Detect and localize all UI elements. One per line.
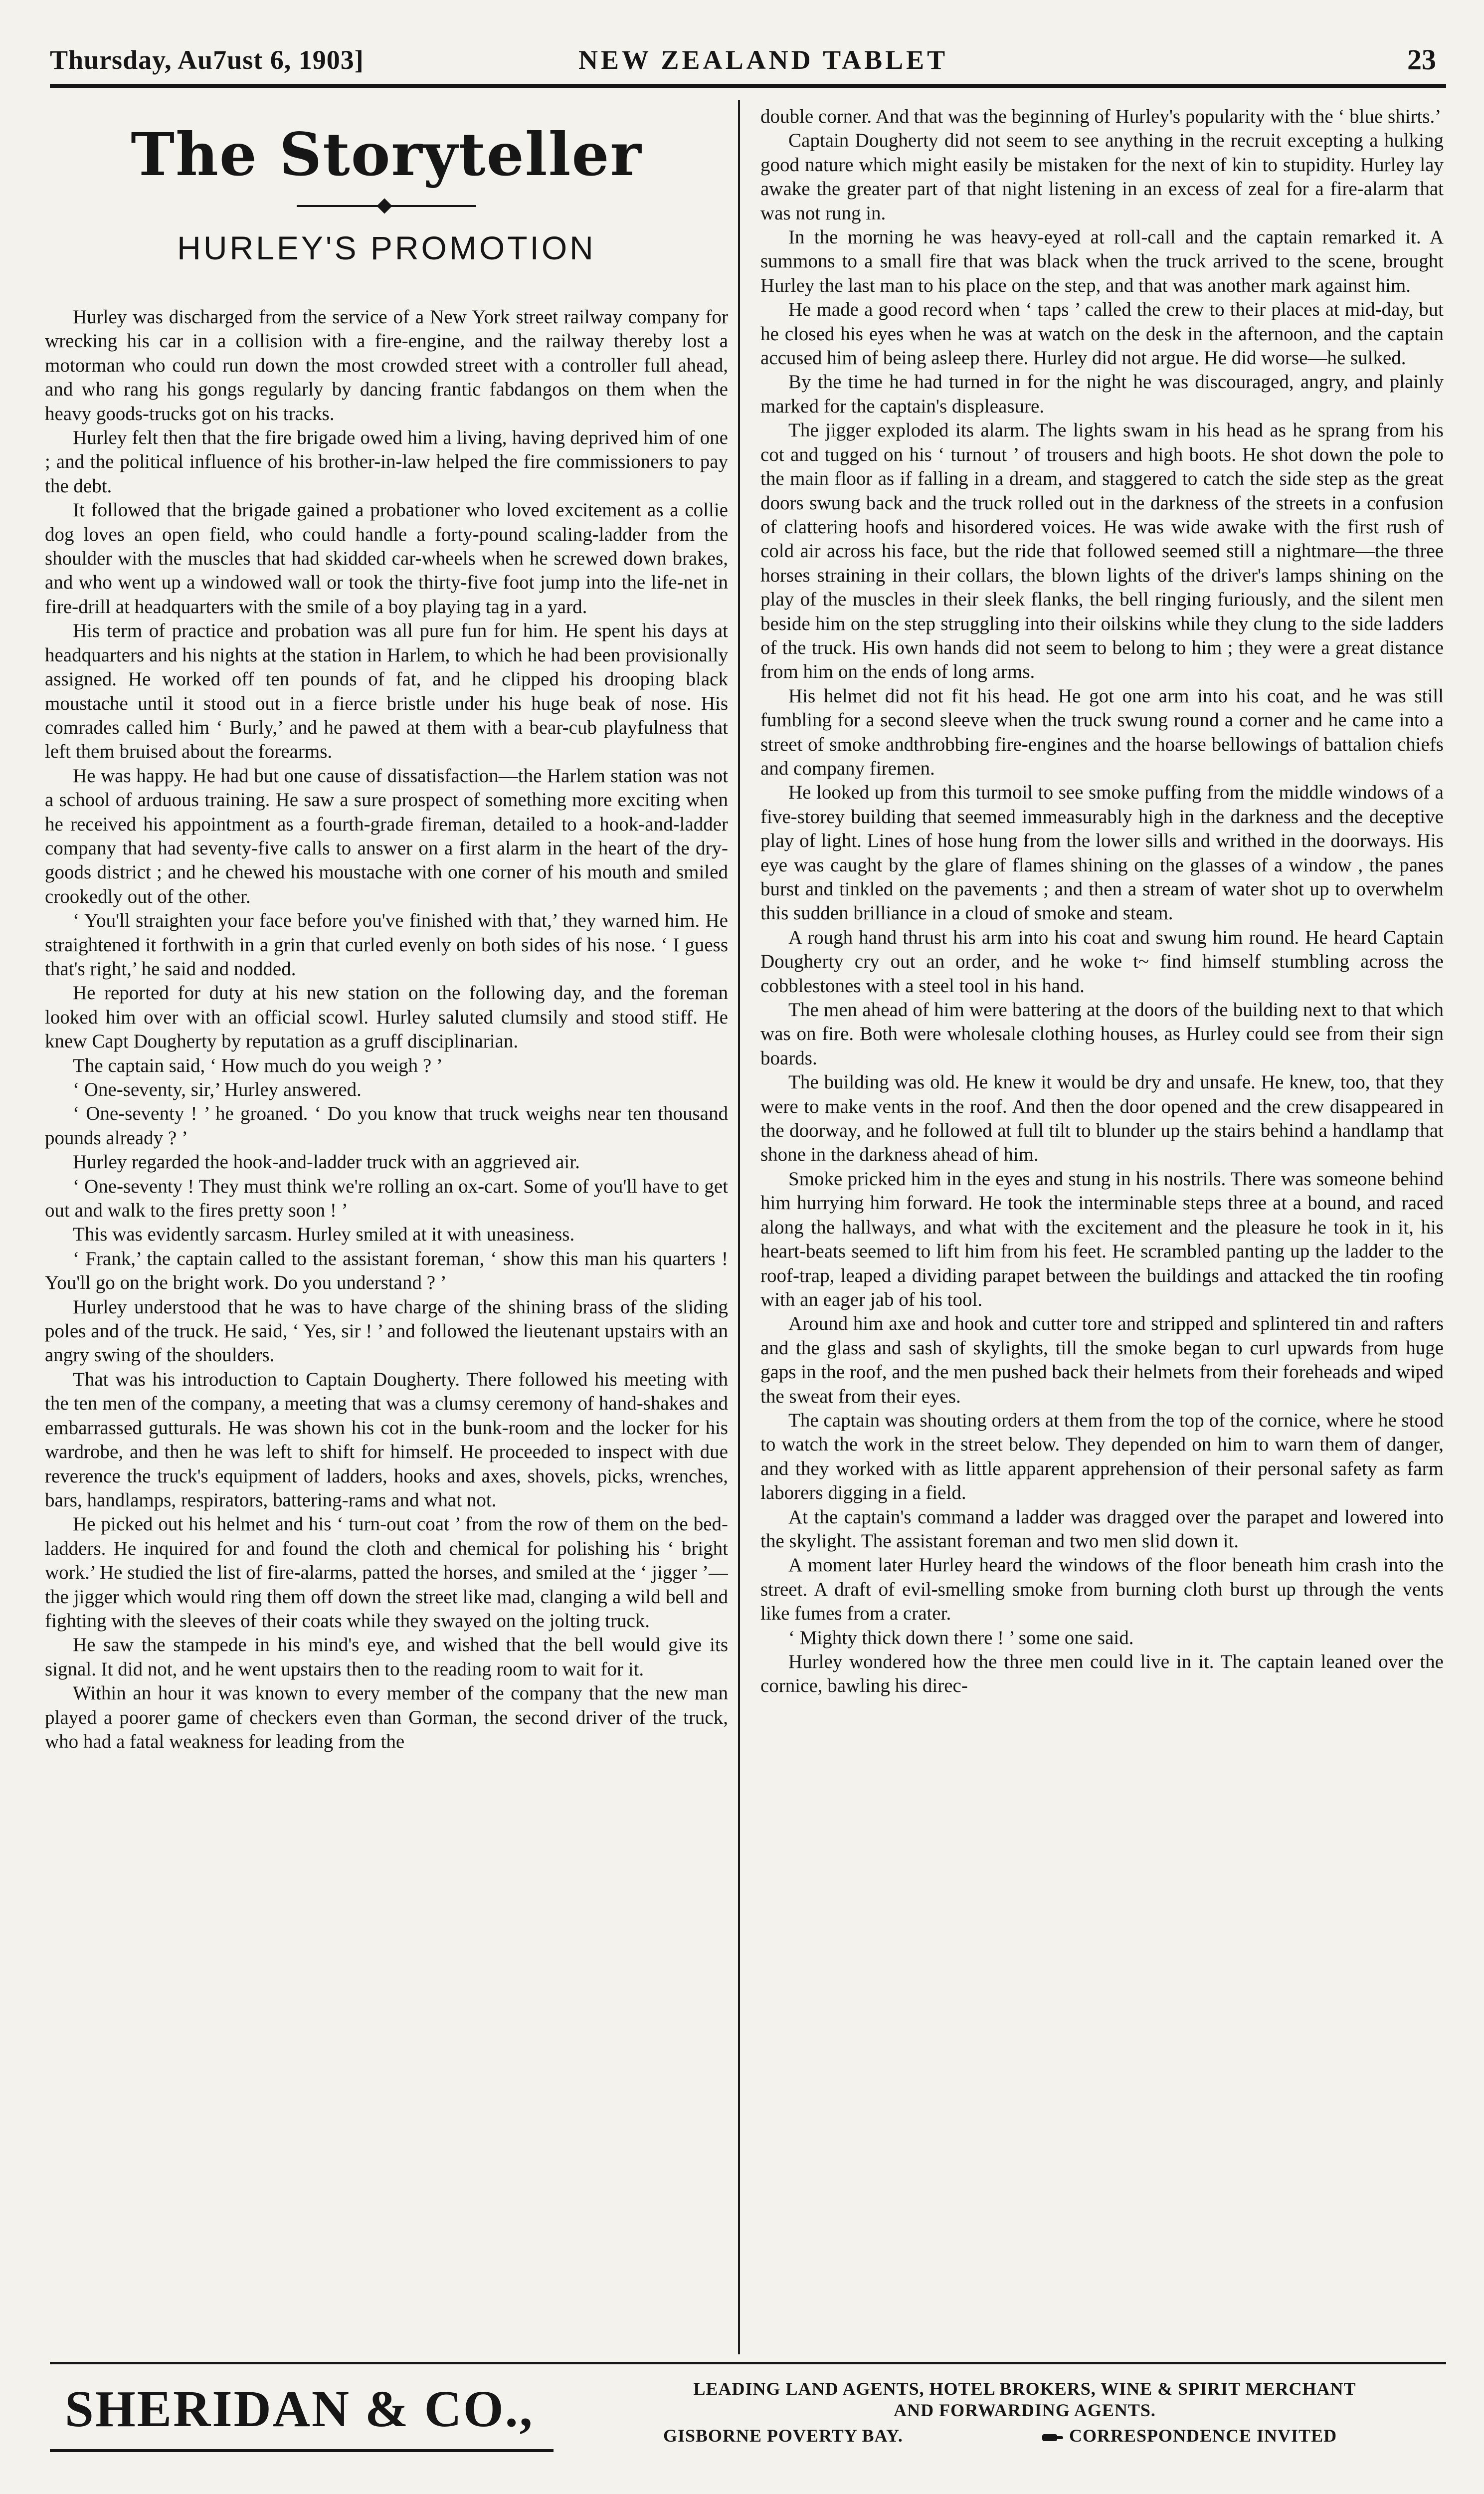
right-column [760, 105, 1444, 2339]
article-paragraph: In the morning he was heavy-eyed at roll-call and the captain remarked it. A summons to a small fire that was black when the truck arrived to the scene, brought Hurley the last man to his place on the step, and that was another mark against him. [760, 226, 1444, 296]
article-paragraph: The jigger exploded its alarm. The lights swam in his head as he sprang from his cot and tugged on his ‘ turnout ’ of trousers and high boots. He shot down the pole to the main floor as if falling in a dream, and staggered to catch the side step as the great doors swung back and the truck rolled out in the darkness of the streets in a confusion of clattering hoofs and hisordered voices. He was wide awake with the first rush of cold air across his face, but the ride that followed seemed still a nightmare—the three horses straining in their collars, the blown lights of the driver's lamps shining on the play of the muscles in their sleek flanks, the bell ringing furiously, and the silent men beside him on the step struggling into their oilskins while they clung to the side ladders of the truck. His own hands did not seem to belong to him ; they were a great distance from him on the ends of long arms. [760, 419, 1444, 683]
header-page-number: 23 [1407, 43, 1436, 76]
article-paragraph: He was happy. He had but one cause of dissatisfaction—the Harlem station was not a school of arduous training. He saw a sure prospect of something more exciting when he received his appointment as a fourth-grade fireman, detailed to a hook-and-ladder company that had seventy-five calls to answer on a first alarm in the heart of the dry-goods district ; and he chewed his moustache with one corner of his mouth and smiled crookedly out of the other. [45, 765, 728, 907]
pointing-hand-icon [1042, 2433, 1063, 2443]
ad-line-2: AND FORWARDING AGENTS. [894, 2400, 1156, 2420]
article-paragraph: He saw the stampede in his mind's eye, and wished that the bell would give its signal. It did not, and he went upstairs then to the reading room to wait for it. [45, 1634, 728, 1680]
ad-correspondence [1042, 2425, 1337, 2447]
article-paragraph: Hurley was discharged from the service of a New York street railway company for wrecking his car in a collision with a fire-engine, and the railway thereby lost a motorman who could run down the most crowded street with a controller full ahead, and who rang his gongs regularly by dancing frantic fabdangos on them when the heavy goods-trucks got on his tracks. [45, 306, 728, 424]
article-paragraph: ‘ Frank,’ the captain called to the assistant foreman, ‘ show this man his quarters ! You'll go on the bright work. Do you understand ? ’ [45, 1247, 728, 1294]
article-paragraph: Hurley regarded the hook-and-ladder truck with an aggrieved air. [73, 1151, 580, 1173]
advertiser-name-rule [50, 2449, 554, 2452]
article-paragraph: Captain Dougherty did not seem to see anything in the recruit excepting a hulking good nature which might easily be mistaken for the next of kin to stupidity. Hurley lay awake the greater part of that night listening in an excess of zeal for a fire-alarm that was not rung in. [760, 130, 1444, 224]
article-paragraph: ‘ Mighty thick down there ! ’ some one said. [788, 1627, 1134, 1649]
right-column-text [760, 105, 1444, 1698]
article-paragraph: A rough hand thrust his arm into his coat and swung him round. He heard Captain Dougherty cry out an order, and he woke t~ find himself stumbling across the cobblestones with a steel tool in his hand. [760, 926, 1444, 997]
advertisement [50, 2374, 1446, 2474]
left-column [45, 105, 728, 2339]
story-title: HURLEY'S PROMOTION [177, 229, 596, 266]
article-paragraph: By the time he had turned in for the night he was discouraged, angry, and plainly marked for the captain's displeasure. [760, 371, 1444, 417]
article-paragraph: double corner. And that was the beginning of Hurley's popularity with the ‘ blue shirts.’ [760, 106, 1442, 127]
article-paragraph: Hurley felt then that the fire brigade owed him a living, having deprived him of one ; and the political influence of his brother-in-law helped the fire commissioners to pay the debt. [45, 427, 728, 497]
article-paragraph: He reported for duty at his new station on the following day, and the foreman looked him over with an official scowl. Hurley saluted clumsily and stood stiff. He knew Capt Dougherty by reputation as a gruff disciplinarian. [45, 982, 728, 1052]
ad-location: GISBORNE POVERTY BAY. [663, 2426, 903, 2446]
column-separator [738, 100, 740, 2354]
header-publication: NEW ZEALAND TABLET [578, 45, 948, 75]
article-paragraph: A moment later Hurley heard the windows of the floor beneath him crash into the street. A draft of evil-smelling smoke from burning cloth burst up through the vents like fumes from a crater. [760, 1554, 1444, 1625]
article-paragraph: Hurley understood that he was to have charge of the shining brass of the sliding poles and of the truck. He said, ‘ Yes, sir ! ’ and followed the lieutenant upstairs with an angry swing of the shoulders. [45, 1296, 728, 1366]
article-paragraph: He made a good record when ‘ taps ’ called the crew to their places at mid-day, but he closed his eyes when he was at watch on the desk in the afternoon, and the captain accused him of being asleep there. Hurley did not argue. He did worse—he sulked. [760, 299, 1444, 369]
ad-line-1: LEADING LAND AGENTS, HOTEL BROKERS, WINE & SPIRIT MERCHANT [693, 2379, 1356, 2399]
article-paragraph: ‘ One-seventy ! ’ he groaned. ‘ Do you know that truck weighs near ten thousand pounds already ? ’ [45, 1103, 728, 1149]
article-paragraph: Hurley wondered how the three men could live in it. The captain leaned over the cornice, bawling his direc- [760, 1651, 1444, 1697]
article-paragraph: The captain said, ‘ How much do you weigh ? ’ [73, 1054, 443, 1076]
article-paragraph: The captain was shouting orders at them from the top of the cornice, where he stood to watch the work in the street below. They depended on him to warn them of danger, and they worked with as little apparent apprehension of their personal safety as farm laborers digging in a field. [760, 1409, 1444, 1504]
diamond-rule-ornament-icon [297, 199, 476, 213]
article-paragraph: ‘ One-seventy ! They must think we're rolling an ox-cart. Some of you'll have to get out and walk to the fires pretty soon ! ’ [45, 1175, 728, 1222]
article-paragraph: His term of practice and probation was all pure fun for him. He spent his days at headquarters and his nights at the station in Harlem, to which he had been provisionally assigned. He worked off ten pounds of fat, and he clipped his drooping black moustache until it stood out in a fierce bristle under his huge beak of nose. His comrades called him ‘ Burly,’ and he pawed at them with a bear-cub playfulness that left them bruised about the forearms. [45, 620, 728, 763]
advertisement-details [603, 2378, 1446, 2449]
left-column-text [45, 305, 728, 1754]
section-title: The Storyteller [131, 120, 642, 189]
advertiser-name: SHERIDAN & CO., [65, 2380, 534, 2438]
ad-correspondence-text: CORRESPONDENCE INVITED [1069, 2426, 1337, 2446]
header-rule [50, 84, 1446, 88]
article-paragraph: This was evidently sarcasm. Hurley smiled at it with uneasiness. [73, 1224, 575, 1246]
article-paragraph: That was his introduction to Captain Dougherty. There followed his meeting with the ten men of the company, a meeting that was a clumsy ceremony of hand-shakes and embarrassed gutturals. He was shown his cot in the bunk-room and the locker for his wardrobe, and then he was left to shift for himself. He proceeded to inspect with due reverence the truck's equipment of ladders, hooks and axes, shovels, picks, wrenches, bars, handlamps, respirators, battering-rams and what not. [45, 1368, 728, 1511]
article-paragraph: The men ahead of him were battering at the doors of the building next to that which was on fire. Both were wholesale clothing houses, as Hurley could see from their sign boards. [760, 999, 1444, 1069]
article-paragraph: Smoke pricked him in the eyes and stung in his nostrils. There was someone behind him hurrying him forward. He took the interminable steps three at a bound, and raced along the hallways, and what with the excitement and the pleasure he took in it, his heart-beats seemed to lift him from his feet. He scrambled panting up the ladder to the roof-trap, leaped a dividing parapet between the buildings and attacked the tin roofing with an eager jab of his tool. [760, 1168, 1444, 1310]
article-paragraph: At the captain's command a ladder was dragged over the parapet and lowered into the skylight. The assistant foreman and two men slid down it. [760, 1506, 1444, 1552]
article-paragraph: It followed that the brigade gained a probationer who loved excitement as a collie dog loves an open field, who could handle a forty-pound scaling-ladder from the shoulder with the muscles that had skidded car-wheels when he screwed down brakes, and who went up a windowed wall or took the thirty-five foot jump into the life-net in fire-drill at headquarters with the smile of a boy playing tag in a yard. [45, 499, 728, 618]
article-paragraph: Around him axe and hook and cutter tore and stripped and splintered tin and rafters and the glass and sash of skylights, till the smoke began to curl upwards from huge gaps in the roof, and the men pushed back their helmets from their foreheads and wiped the sweat from their eyes. [760, 1313, 1444, 1407]
article-paragraph: He picked out his helmet and his ‘ turn-out coat ’ from the row of them on the bed-ladders. He inquired for and found the cloth and chemical for polishing his ‘ bright work.’ He studied the list of fire-alarms, patted the horses, and smiled at the ‘ jigger ’—the jigger which would ring them off down the street like mad, clanging a wild bell and fighting with the sleeves of their coats while they swayed on the jolting truck. [45, 1513, 728, 1632]
advertisement-rule [50, 2362, 1446, 2364]
article-paragraph: ‘ One-seventy, sir,’ Hurley answered. [73, 1079, 362, 1100]
article-paragraph: The building was old. He knew it would be dry and unsafe. He knew, too, that they were to make vents in the roof. And then the door opened and the crew disappeared in the doorway, and he followed at full tilt to blunder up the stairs behind a handlamp that shone in the darkness ahead of him. [760, 1071, 1444, 1166]
article-paragraph: His helmet did not fit his head. He got one arm into his coat, and he was still fumbling for a second sleeve when the truck swung round a corner and he came into a street of smoke andthrobbing fire-engines and the hoarse bellowings of battalion chiefs and company firemen. [760, 685, 1444, 779]
article-paragraph: He looked up from this turmoil to see smoke puffing from the middle windows of a five-storey building that seemed immeasurably high in the darkness and the deceptive play of light. Lines of hose hung from the lower sills and writhed in the doorways. His eye was caught by the glare of flames shining on the glasses of a window , the panes burst and tinkled on the pavements ; and then a stream of water shot up to overwhelm this sudden brilliance in a cloud of smoke and steam. [760, 782, 1444, 924]
article-paragraph: ‘ You'll straighten your face before you've finished with that,’ they warned him. He straightened it forthwith in a grin that curled evenly on both sides of his nose. ‘ I guess that's right,’ he said and nodded. [45, 910, 728, 980]
ad-line-3 [603, 2425, 1446, 2449]
page-header [50, 40, 1446, 80]
article-paragraph: Within an hour it was known to every member of the company that the new man played a poorer game of checkers even than Gorman, the second driver of the truck, who had a fatal weakness for leading from the [45, 1682, 728, 1752]
header-date: Thursday, Au7ust 6, 1903] [50, 45, 364, 75]
